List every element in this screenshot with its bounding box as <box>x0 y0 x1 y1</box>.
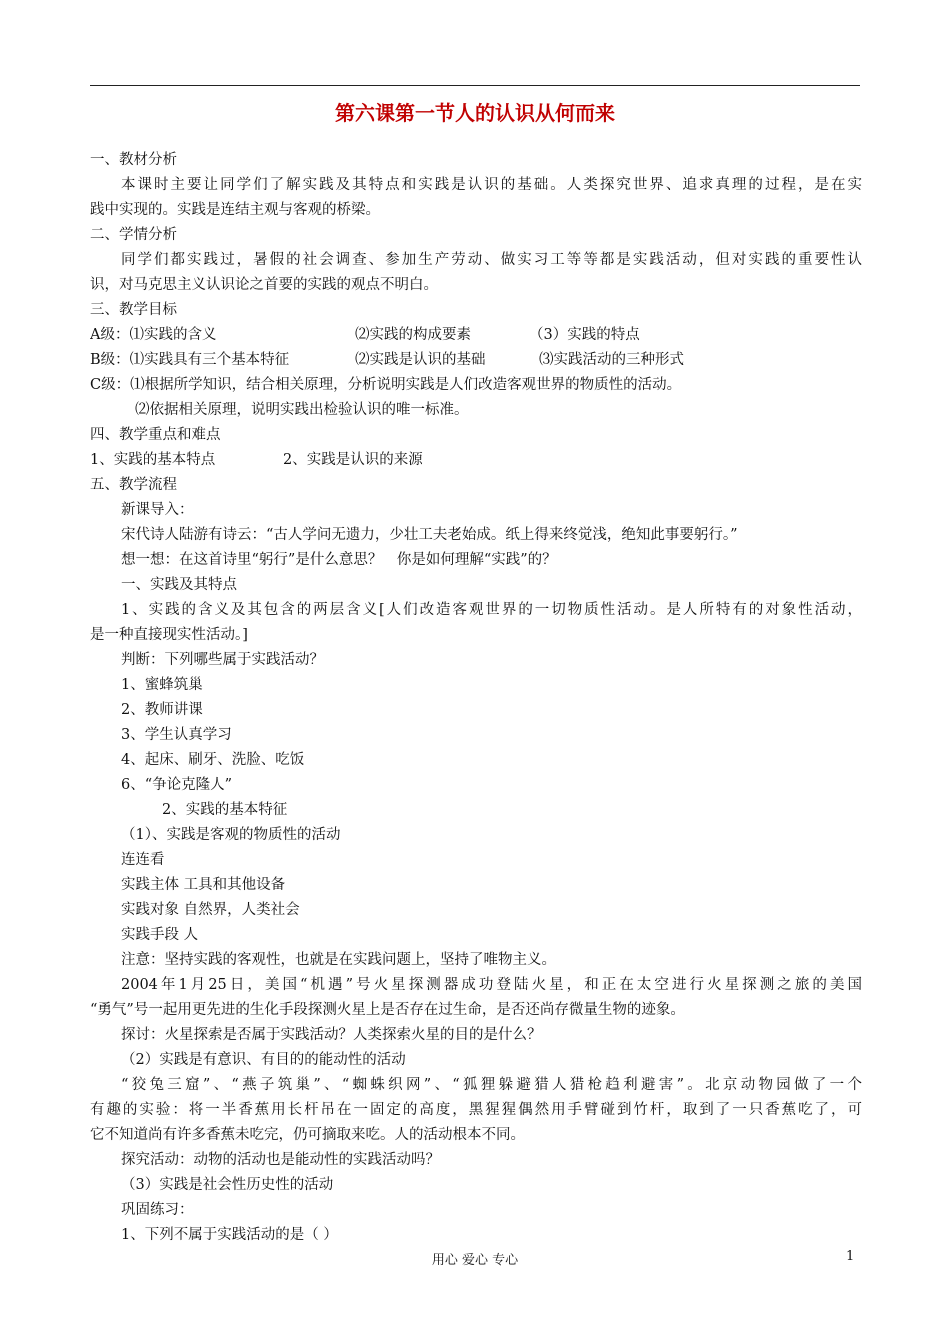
question-line: 探讨：火星探索是否属于实践活动？人类探索火星的目的是什么？ <box>121 1027 542 1043</box>
subsection-heading: 2、实践的基本特征 <box>162 802 288 818</box>
page-title: 第六课第一节人的认识从何而来 <box>335 101 615 125</box>
list-item: 3、学生认真学习 <box>121 727 232 743</box>
footer-motto: 用心 爱心 专心 <box>431 1253 519 1268</box>
paragraph-line: 它不知道尚有许多香蕉未吃完，仍可摘取来吃。人的活动根本不同。 <box>90 1127 525 1143</box>
paragraph-line: 有趣的实验：将一半香蕉用长杆吊在一固定的高度，黑猩猩偶然用手臂碰到竹杆，取到了一只香蕉吃了，可 <box>90 1102 862 1118</box>
question-line: 判断：下列哪些属于实践活动？ <box>121 652 324 668</box>
paragraph-line: 连连看 <box>121 852 165 868</box>
match-item: 实践手段 人 <box>121 927 199 943</box>
objective-row-c: C级：⑴根据所学知识，结合相关原理，分析说明实践是人们改造客观世界的物质性的活动。 <box>90 377 682 393</box>
paragraph-line: 是一种直接现实性活动。] <box>90 627 248 643</box>
section-heading: 五、教学流程 <box>90 477 177 493</box>
paragraph-line: 巩固练习： <box>121 1202 194 1218</box>
paragraph-line: “勇气”号一起用更先进的生化手段探测火星上是否存在过生命，是否还尚存微量生物的迹象。 <box>90 1002 685 1018</box>
section-heading: 二、学情分析 <box>90 227 177 243</box>
subsection-heading: 一、实践及其特点 <box>121 577 237 593</box>
question-line: 想一想：在这首诗里“躬行”是什么意思？ 你是如何理解“实践”的？ <box>121 552 557 568</box>
objective-row-b <box>90 348 862 373</box>
section-heading: 一、教材分析 <box>90 152 177 168</box>
objective-item: ⑶实践活动的三种形式 <box>539 352 684 368</box>
list-item: 2、教师讲课 <box>121 702 203 718</box>
objective-row-c2: ⑵依据相关原理，说明实践出检验认识的唯一标准。 <box>135 402 469 418</box>
paragraph-line: 新课导入： <box>121 502 194 518</box>
paragraph-line: 1、实践的含义及其包含的两层含义[人们改造客观世界的一切物质性活动。是人所特有的对象性活动， <box>121 602 862 618</box>
list-item: 1、蜜蜂筑巢 <box>121 677 203 693</box>
poem-quote-line: 宋代诗人陆游有诗云：“古人学问无遗力，少壮工夫老始成。纸上得来终觉浅，绝知此事要躬行。” <box>121 527 738 543</box>
question-line: 探究活动：动物的活动也是能动性的实践活动吗？ <box>121 1152 440 1168</box>
point-heading: （2）实践是有意识、有目的的能动性的活动 <box>121 1052 406 1068</box>
objective-item: ⑵实践是认识的基础 <box>355 352 486 368</box>
note-line: 注意：坚持实践的客观性，也就是在实践问题上，坚持了唯物主义。 <box>121 952 556 968</box>
key-point: 1、实践的基本特点 <box>90 452 216 468</box>
section-heading: 三、教学目标 <box>90 302 177 318</box>
header-rule <box>90 85 860 86</box>
match-item: 实践对象 自然界，人类社会 <box>121 902 300 918</box>
document-body <box>90 148 862 1248</box>
match-item: 实践主体 工具和其他设备 <box>121 877 286 893</box>
list-item: 4、起床、刷牙、洗脸、吃饭 <box>121 752 305 768</box>
paragraph-line: “狡兔三窟”、“燕子筑巢”、“蜘蛛织网”、“狐狸躲避猎人猎枪趋利避害”。北京动物园做了一个 <box>121 1077 862 1093</box>
objective-item: B级：⑴实践具有三个基本特征 <box>90 352 290 368</box>
paragraph-line: 本课时主要让同学们了解实践及其特点和实践是认识的基础。人类探究世界、追求真理的过程，是在实 <box>121 177 862 193</box>
point-heading: （1）、实践是客观的物质性的活动 <box>121 827 341 843</box>
page-number: 1 <box>846 1249 855 1264</box>
paragraph-line: 践中实现的。实践是连结主观与客观的桥梁。 <box>90 202 380 218</box>
point-heading: （3）实践是社会性历史性的活动 <box>121 1177 334 1193</box>
objective-item: （3）实践的特点 <box>529 327 640 343</box>
section-heading: 四、教学重点和难点 <box>90 427 221 443</box>
list-item: 6、“争论克隆人” <box>121 777 233 793</box>
exercise-question: 1、下列不属于实践活动的是（ ） <box>121 1227 338 1243</box>
objective-item: A级：⑴实践的含义 <box>90 327 217 343</box>
objective-row-a <box>90 323 862 348</box>
paragraph-line: 2004年1月25日，美国“机遇”号火星探测器成功登陆火星，和正在太空进行火星探测之旅的美国 <box>121 977 862 993</box>
objective-item: ⑵实践的构成要素 <box>355 327 471 343</box>
key-point: 2、实践是认识的来源 <box>283 452 423 468</box>
paragraph-line: 同学们都实践过，暑假的社会调查、参加生产劳动、做实习工等等都是实践活动，但对实践的重要性认 <box>121 252 862 268</box>
paragraph-line: 识，对马克思主义认识论之首要的实践的观点不明白。 <box>90 277 438 293</box>
key-points-row <box>90 448 862 473</box>
